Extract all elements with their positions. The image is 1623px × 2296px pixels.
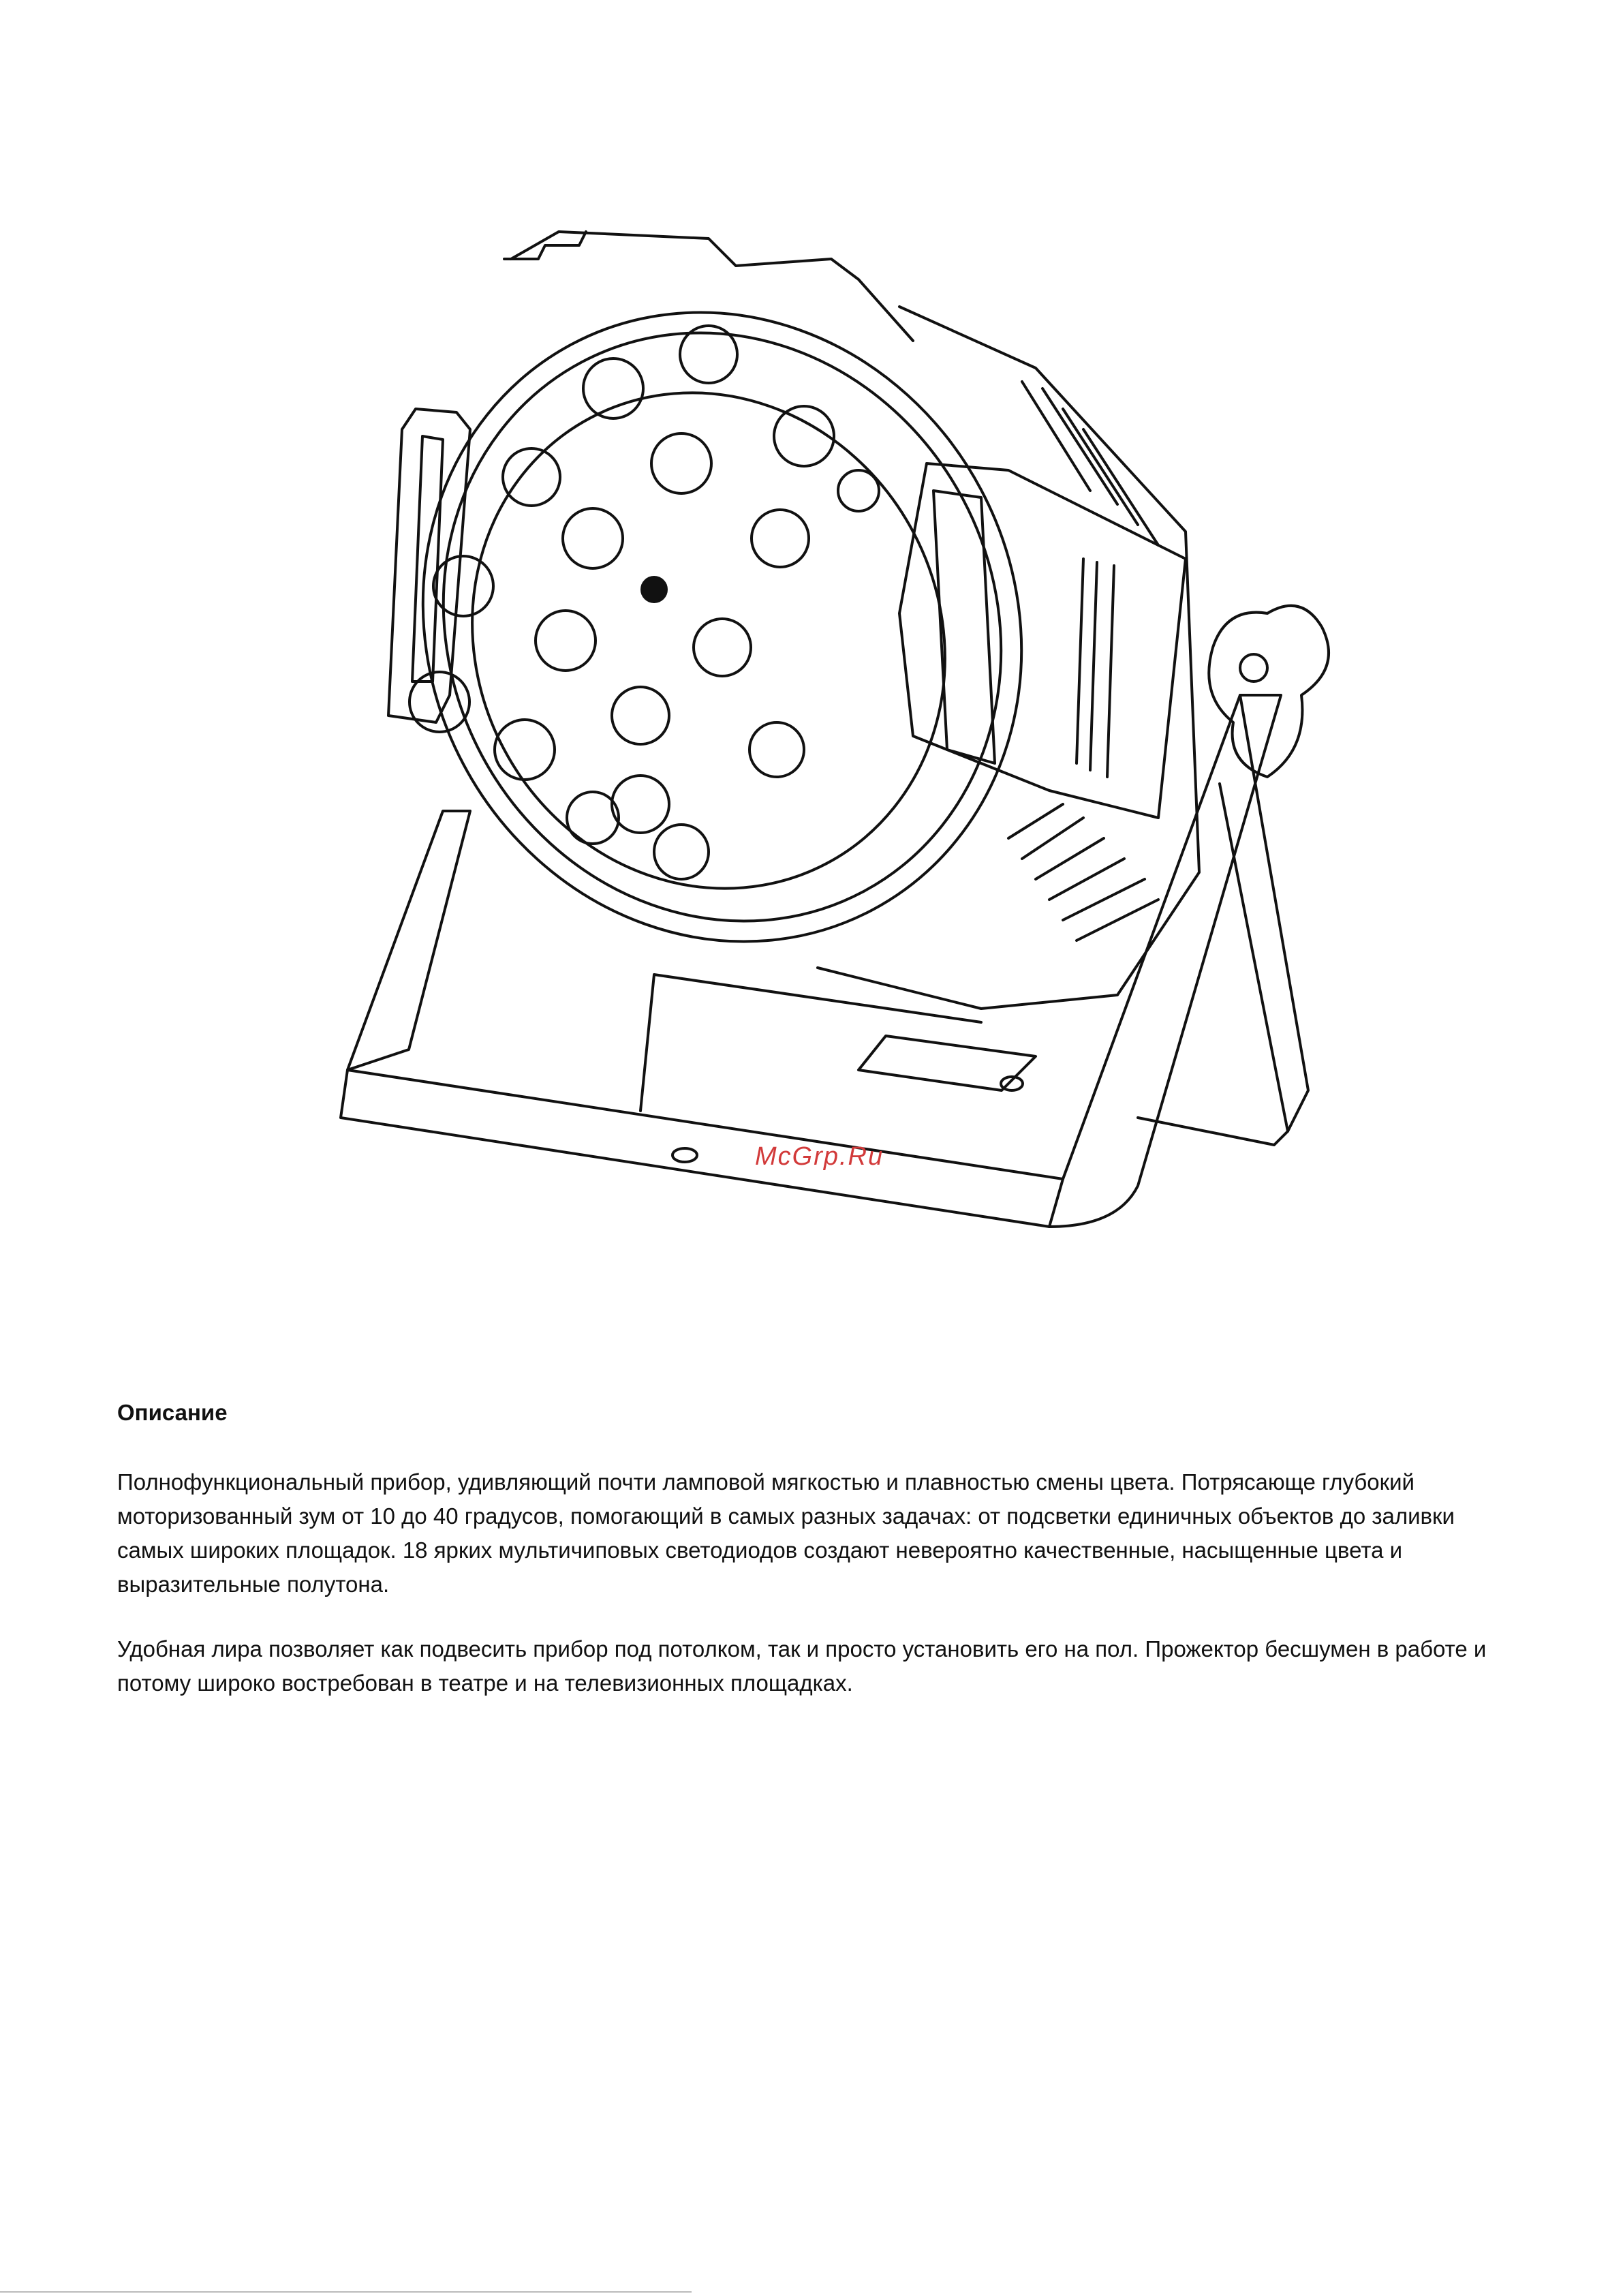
par-light-illustration	[300, 204, 1363, 1247]
watermark: McGrp.Ru	[755, 1142, 884, 1171]
paragraph-2: Удобная лира позволяет как подвесить прибор под потолком, так и просто установить его на пол. Прожектор бесшумен в работе и потому широко востребован в театре и на телевизионных площадках.	[117, 1636, 1487, 1696]
section-heading: Описание	[117, 1400, 228, 1425]
par-light-drawing-icon	[300, 204, 1363, 1247]
paragraph-1: Полнофункциональный прибор, удивляющий почти ламповой мягкостью и плавностью смены цвета. Потрясающе глубокий моторизованный зум от 10 до 40 градусов, помогающий в самых разных задачах: от подсветки единичных объектов до заливки самых широких площадок. 18 ярких мультичиповых светодиодов создают невероятно качественные, насыщенные цвета и выразительные полутона.	[117, 1469, 1455, 1597]
footer-rule	[0, 2291, 692, 2293]
